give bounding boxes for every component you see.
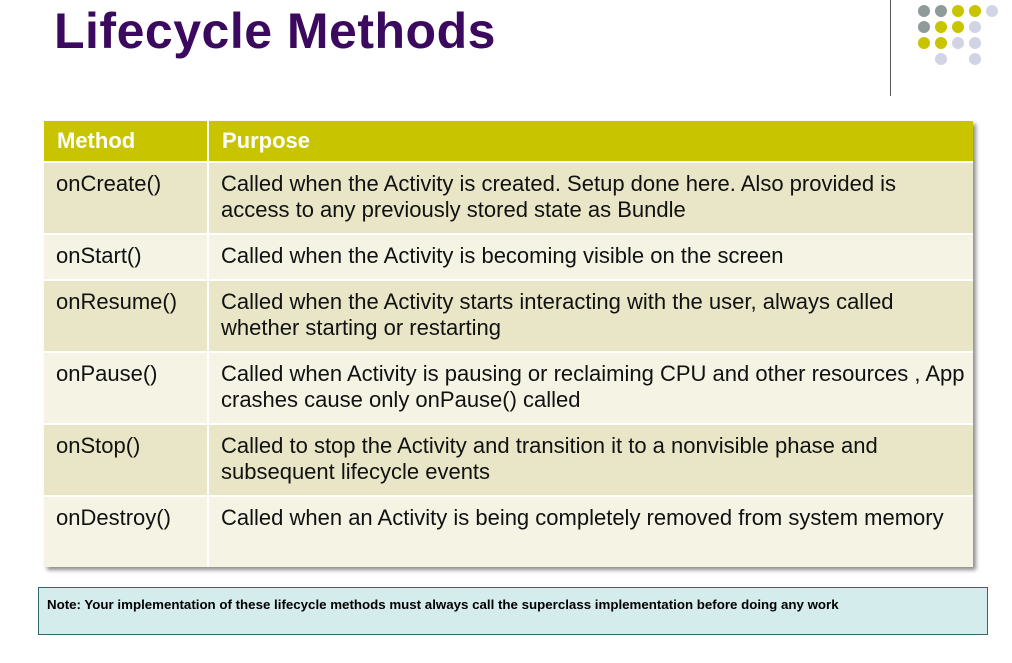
column-header-method: Method [44, 121, 208, 162]
table-header-row [44, 121, 973, 162]
dot-icon [952, 37, 964, 49]
dot-icon [935, 53, 947, 65]
dot-icon [969, 37, 981, 49]
dot-icon [935, 5, 947, 17]
purpose-cell: Called when the Activity starts interacting with the user, always called whether starting or restarting [208, 280, 973, 352]
method-cell: onResume() [44, 280, 208, 352]
method-cell: onStop() [44, 424, 208, 496]
table-row [44, 162, 973, 234]
method-cell: onPause() [44, 352, 208, 424]
dot-icon [935, 21, 947, 33]
method-cell: onStart() [44, 234, 208, 280]
method-cell: onDestroy() [44, 496, 208, 567]
dot-icon [935, 37, 947, 49]
dot-icon [918, 5, 930, 17]
lifecycle-table [44, 121, 973, 567]
dot-icon [952, 5, 964, 17]
dot-icon [986, 5, 998, 17]
decorative-dots [918, 0, 1008, 80]
table-row [44, 496, 973, 567]
method-cell: onCreate() [44, 162, 208, 234]
purpose-cell: Called when an Activity is being completely removed from system memory [208, 496, 973, 567]
table-row [44, 280, 973, 352]
column-header-purpose: Purpose [208, 121, 973, 162]
dot-icon [969, 5, 981, 17]
purpose-cell: Called when the Activity is created. Setup done here. Also provided is access to any previously stored state as Bundle [208, 162, 973, 234]
purpose-cell: Called when the Activity is becoming visible on the screen [208, 234, 973, 280]
slide-title: Lifecycle Methods [54, 3, 496, 59]
dot-icon [918, 37, 930, 49]
dot-icon [969, 21, 981, 33]
purpose-cell: Called when Activity is pausing or reclaiming CPU and other resources , App crashes cause only onPause() called [208, 352, 973, 424]
table-row [44, 424, 973, 496]
table-row [44, 352, 973, 424]
title-divider [890, 0, 891, 96]
purpose-cell: Called to stop the Activity and transition it to a nonvisible phase and subsequent lifecycle events [208, 424, 973, 496]
dot-icon [969, 53, 981, 65]
note-box: Note: Your implementation of these lifecycle methods must always call the superclass implementation before doing any work [38, 587, 988, 635]
dot-icon [952, 21, 964, 33]
dot-icon [918, 21, 930, 33]
table-row [44, 234, 973, 280]
